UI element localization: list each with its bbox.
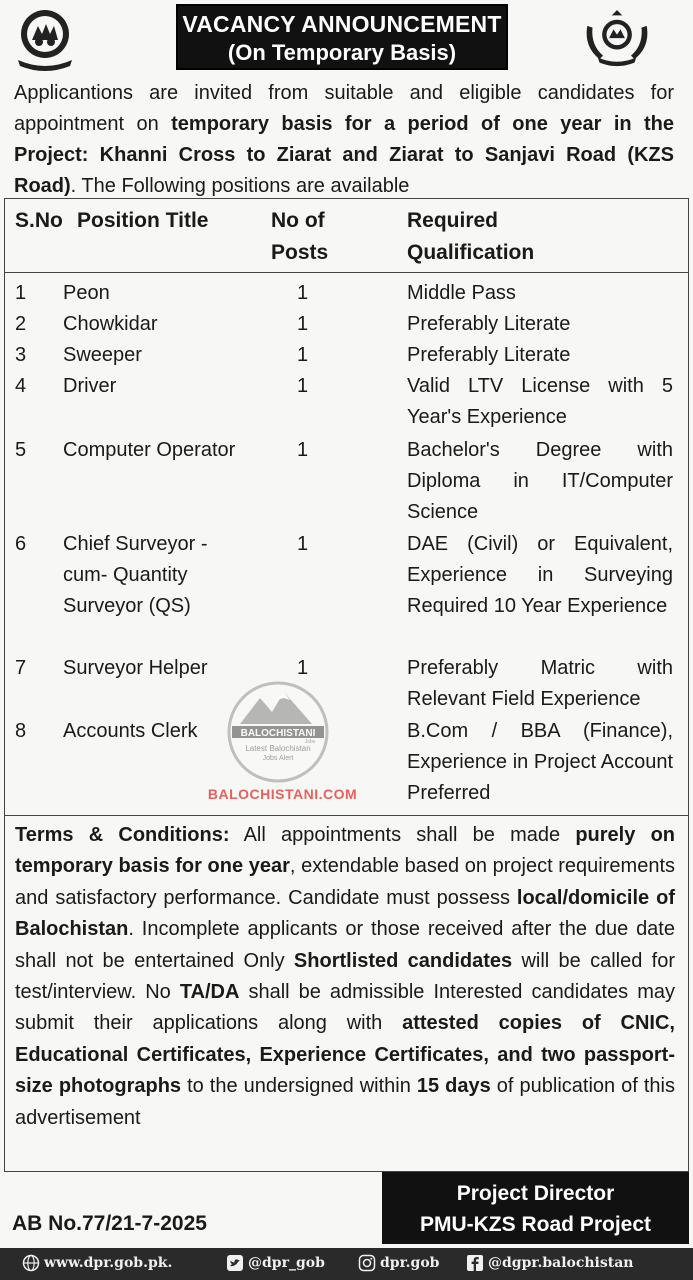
row-qualification: Valid LTV License with 5 Year's Experience	[407, 375, 673, 428]
row-qualification: Preferably Literate	[407, 313, 571, 335]
terms-bold: Shortlisted candidates	[293, 949, 513, 972]
row-posts: 1	[297, 344, 309, 366]
row-position: Surveyor Helper	[63, 657, 208, 679]
government-emblem-right	[582, 4, 652, 74]
header-qual-line2: Qualification	[407, 241, 535, 264]
row-sno: 2	[15, 313, 27, 335]
row-sno: 1	[15, 282, 27, 304]
row-posts: 1	[297, 533, 309, 555]
watermark-site: BALOCHISTANI.COM	[207, 786, 358, 802]
watermark-suffix: Jobs	[304, 739, 316, 745]
row-sno: 5	[15, 439, 27, 461]
footer-bar	[0, 1248, 693, 1280]
terms-label: Terms & Conditions:	[15, 824, 230, 846]
terms-text: of publication of this advertisement	[15, 1075, 676, 1129]
twitter-icon	[226, 1254, 244, 1272]
facebook-icon	[466, 1254, 484, 1272]
footer-facebook-text: @dgpr.balochistan	[488, 1255, 634, 1271]
watermark-tagline-1: Latest Balochistan	[245, 744, 311, 753]
terms-bold: purely on temporary basis for one year	[15, 824, 676, 878]
header-position: Position Title	[77, 209, 209, 232]
intro-paragraph	[14, 78, 674, 202]
government-emblem-left	[10, 4, 80, 74]
row-sno: 8	[15, 720, 27, 742]
terms-text: to the undersigned within	[181, 1075, 417, 1098]
header-sno: S.No	[15, 209, 63, 232]
signatory-title: Project Director	[456, 1182, 615, 1205]
globe-icon	[22, 1254, 40, 1272]
header-qual-line1: Required	[407, 209, 499, 232]
header-posts-line1: No of	[271, 209, 325, 232]
row-sno: 3	[15, 344, 27, 366]
table-header	[5, 199, 688, 273]
row-posts: 1	[297, 375, 309, 397]
footer-twitter[interactable]	[226, 1254, 325, 1272]
footer-instagram-text: dpr.gob	[380, 1255, 440, 1271]
row-qualification: DAE (Civil) or Equivalent, Experience in Surveying Required 10 Year Experience	[407, 533, 673, 617]
balochistani-watermark-logo	[226, 680, 330, 784]
row-position: Chowkidar	[63, 313, 158, 335]
row-posts: 1	[297, 313, 309, 335]
intro-project-text: temporary basis for a period of one year in the Project: Khanni Cross to Ziarat and Ziarat to Sanjavi Road (KZS Road)	[14, 113, 674, 197]
footer-instagram[interactable]	[358, 1254, 439, 1272]
footer-website[interactable]	[22, 1254, 172, 1272]
instagram-icon	[358, 1254, 376, 1272]
row-posts: 1	[297, 657, 309, 679]
row-position: Driver	[63, 375, 117, 397]
terms-text: . Incomplete applicants or those received after the due date shall not be entertained Only	[15, 918, 675, 972]
terms-paragraph	[15, 820, 675, 1134]
row-qualification: Preferably Matric with Relevant Field Experience	[407, 657, 673, 710]
ad-number: AB No.77/21-7-2025	[12, 1212, 207, 1235]
row-position: Sweeper	[63, 344, 142, 366]
row-posts: 1	[297, 282, 309, 304]
intro-text-end: . The Following positions are available	[70, 175, 410, 197]
row-position: Chief Surveyor -cum- Quantity Surveyor (QS)	[63, 533, 208, 617]
row-sno: 6	[15, 533, 27, 555]
terms-text: , extendable based on project requirements and satisfactory performance. Candidate must possess	[15, 855, 675, 909]
signatory-office: PMU-KZS Road Project	[419, 1213, 652, 1236]
row-qualification: B.Com / BBA (Finance), Experience in Project Account Preferred	[407, 720, 673, 804]
watermark-tagline-2: Jobs Alert	[262, 755, 294, 762]
terms-bold: attested copies of CNIC, Educational Certificates, Experience Certificates, and two passport-size photographs	[15, 1012, 675, 1098]
terms-text: All appointments shall be made	[229, 824, 576, 846]
terms-section	[4, 816, 689, 1172]
row-sno: 4	[15, 375, 27, 397]
footer-twitter-text: @dpr_gob	[248, 1255, 325, 1271]
announcement-title-box	[176, 4, 508, 70]
row-sno: 7	[15, 657, 27, 679]
row-qualification: Middle Pass	[407, 282, 516, 304]
positions-table	[4, 198, 689, 816]
announcement-title: VACANCY ANNOUNCEMENT	[182, 11, 502, 37]
intro-text: Applicantions are invited from suitable and eligible candidates for appointment on	[14, 82, 674, 135]
terms-bold: local/domicile of Balochistan	[15, 886, 675, 941]
terms-bold: TA/DA	[179, 981, 240, 1004]
terms-bold: 15 days	[416, 1075, 491, 1098]
header-posts-line2: Posts	[271, 241, 329, 264]
signatory-box	[382, 1172, 689, 1244]
row-qualification: Bachelor's Degree with Diploma in IT/Computer Science	[407, 439, 673, 523]
row-position: Computer Operator	[63, 439, 236, 461]
row-position: Peon	[63, 282, 110, 304]
footer-facebook[interactable]	[466, 1254, 633, 1272]
row-position: Accounts Clerk	[63, 720, 198, 742]
footer-website-text: www.dpr.gob.pk.	[44, 1255, 173, 1271]
row-qualification: Preferably Literate	[407, 344, 571, 366]
row-posts: 1	[297, 439, 309, 461]
watermark-name: BALOCHISTANI	[240, 728, 316, 739]
terms-text: will be called for test/interview. No	[15, 949, 676, 1004]
terms-text: shall be admissible Interested candidates may submit their applications along with	[15, 981, 675, 1035]
announcement-subtitle: (On Temporary Basis)	[227, 40, 457, 65]
